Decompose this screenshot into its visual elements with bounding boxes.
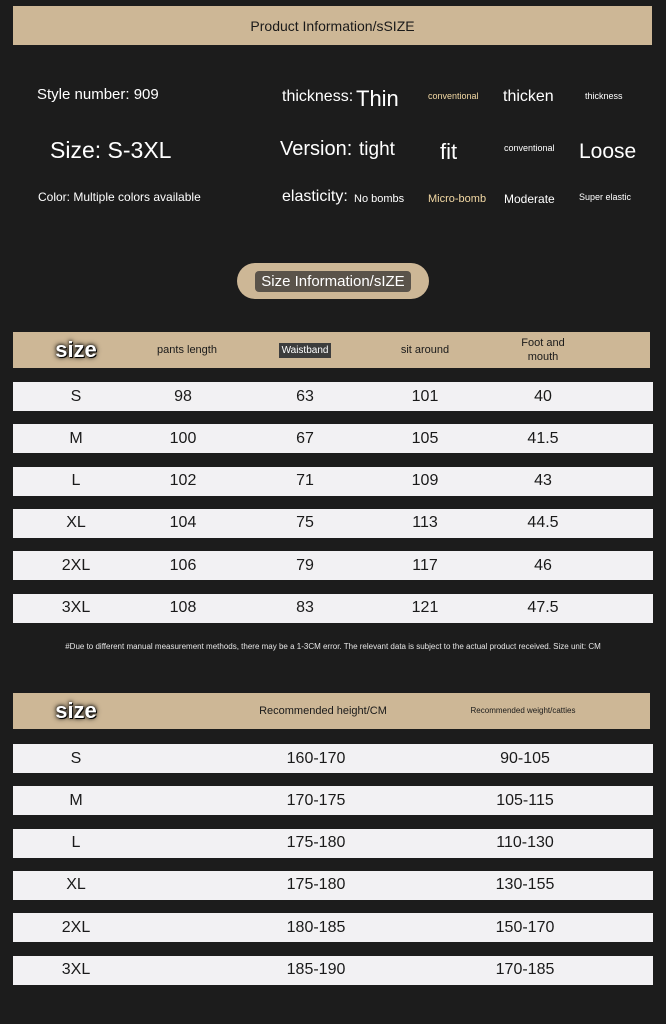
size-table-row [13,594,653,623]
row-pants-length: 102 [169,472,197,490]
row-size: XL [66,514,86,532]
rec-row-size: XL [66,876,86,894]
row-sit-around: 113 [412,514,438,532]
waistband-header: Waistband [279,343,332,358]
row-pants-length: 104 [169,514,197,532]
recommend-table-row [13,744,653,773]
row-size: 3XL [61,599,91,616]
rec-row-height: 175-180 [286,834,346,852]
row-size: L [71,472,81,490]
recommend-table-row [13,829,653,858]
row-waistband: 71 [296,472,314,490]
version-tight: tight [359,139,395,160]
rec-row-size: L [71,834,81,852]
row-sit-around: 105 [411,429,439,447]
version-fit: fit [440,139,458,164]
elasticity-micro-bomb: Micro-bomb [428,193,487,205]
rec-row-height: 160-170 [286,749,346,767]
rec-row-weight: 105-115 [496,791,554,809]
row-foot-mouth: 44.5 [527,514,559,532]
recommend-table-row [13,956,653,985]
rec-row-weight: 110-130 [496,834,554,852]
row-sit-around: 121 [411,599,439,616]
rec-row-size: 3XL [61,961,91,978]
rec-row-height: 185-190 [286,961,346,978]
thickness-thicken: thicken [503,88,554,105]
thickness-thin: Thin [356,86,399,111]
rec-row-weight: 90-105 [500,749,550,767]
row-sit-around: 101 [411,387,439,405]
recommend-table-row [13,786,653,815]
thickness-thickness: thickness [585,91,623,101]
size-table-row [13,551,653,580]
size-range: Size: S-3XL [50,137,172,163]
rec-row-weight: 150-170 [495,918,555,936]
row-size: S [70,387,82,405]
version-loose: Loose [579,140,637,163]
recommend-table-header [13,693,650,729]
style-number: Style number: 909 [37,86,159,103]
pants-length-header: pants length [157,343,217,356]
rec-row-height: 175-180 [286,876,346,894]
rec-height-header: Recommended height/CM [259,704,387,717]
row-sit-around: 117 [412,556,438,574]
row-pants-length: 106 [169,556,197,574]
page-title: Product Information/sSIZE [250,17,415,34]
size-table-row [13,382,653,411]
row-foot-mouth: 47.5 [527,599,559,616]
thickness-conventional: conventional [428,91,479,101]
size-table-header [13,332,650,368]
rec-row-size: S [70,749,82,767]
size-table-row [13,424,653,453]
rec-row-height: 180-185 [286,918,346,936]
row-waistband: 75 [296,514,314,532]
rec-size-header: size [55,697,97,723]
row-waistband: 83 [296,599,314,616]
color-info: Color: Multiple colors available [38,190,201,204]
row-foot-mouth: 40 [534,387,552,405]
rec-row-weight: 130-155 [495,876,555,894]
size-header: size [55,336,97,362]
rec-row-height: 170-175 [286,791,346,809]
thickness-label: thickness: [282,88,354,105]
row-pants-length: 98 [174,387,192,405]
row-size: M [69,429,83,447]
foot-mouth-header: Foot and mouth [521,336,565,363]
elasticity-moderate: Moderate [504,192,555,206]
measurement-note: #Due to different manual measurement methods, there may be a 1-3CM error. The relevant data is subject to the actual product received. Size unit: CM [65,642,601,651]
size-table-row [13,467,653,496]
version-label: Version: [280,138,353,160]
row-foot-mouth: 46 [534,556,552,574]
row-waistband: 79 [296,556,314,574]
section-title: Size Information/sIZE [255,271,410,292]
size-table-row [13,509,653,538]
rec-weight-header: Recommended weight/catties [470,705,576,715]
rec-row-size: 2XL [61,918,91,936]
row-waistband: 63 [296,387,314,405]
row-pants-length: 100 [169,429,197,447]
row-foot-mouth: 41.5 [527,429,559,447]
rec-row-size: M [69,791,83,809]
row-foot-mouth: 43 [534,472,552,490]
rec-row-weight: 170-185 [495,961,555,978]
recommend-table-row [13,913,653,942]
row-pants-length: 108 [169,599,197,616]
recommend-table-row [13,871,653,900]
page-header [13,6,652,45]
elasticity-super-elastic: Super elastic [579,192,632,202]
row-size: 2XL [61,556,91,574]
row-waistband: 67 [296,429,314,447]
section-title-pill [237,263,429,299]
row-sit-around: 109 [411,472,439,490]
elasticity-no-bombs: No bombs [354,193,405,205]
version-conventional: conventional [504,143,555,153]
elasticity-label: elasticity: [282,188,348,205]
sit-around-header: sit around [400,343,450,356]
